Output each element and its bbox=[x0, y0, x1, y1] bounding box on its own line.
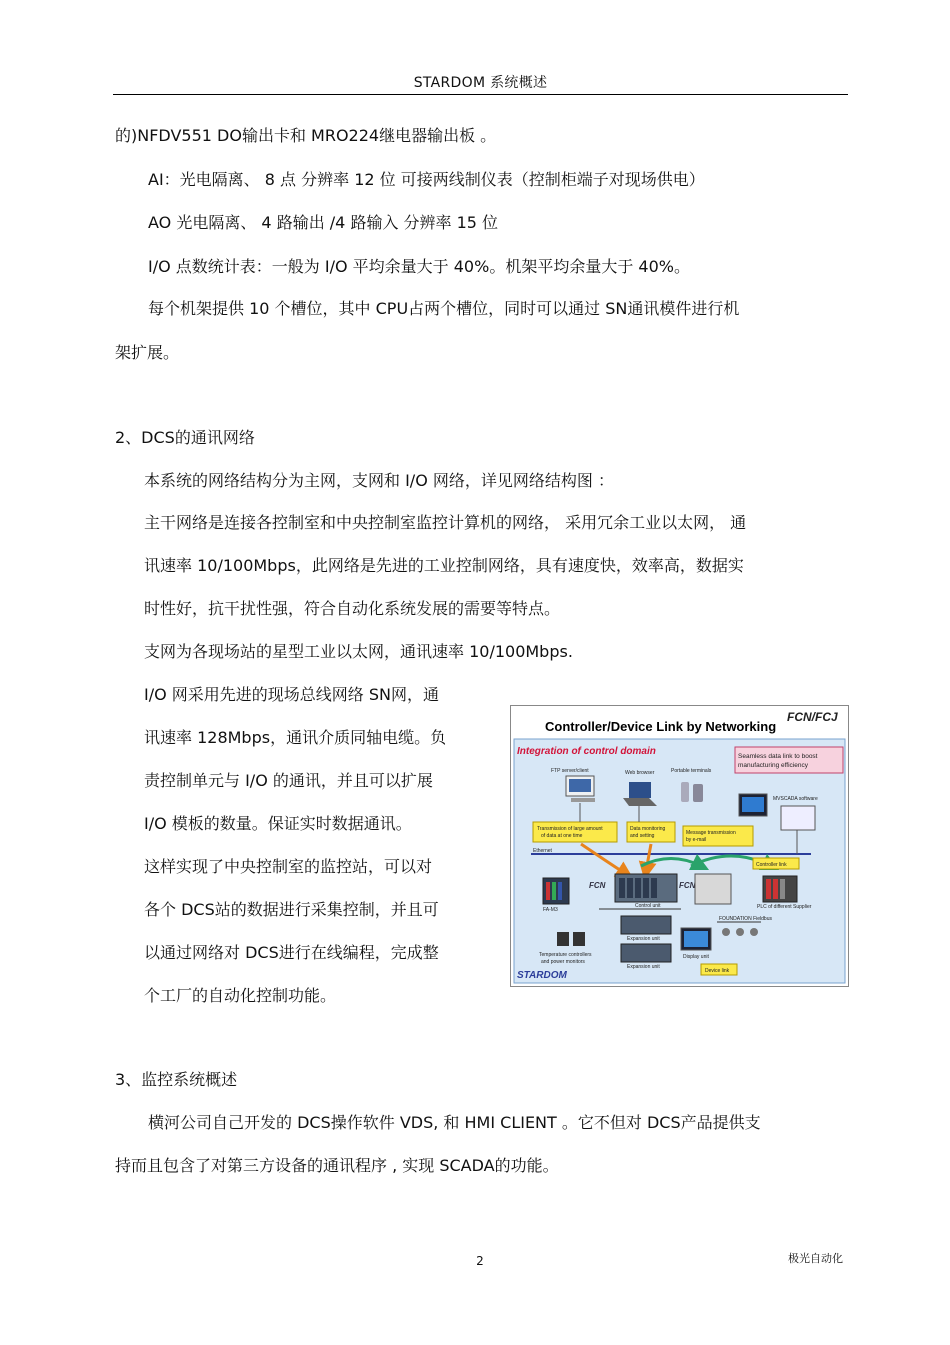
ftp-label: FTP server/client bbox=[551, 768, 589, 774]
expansion-unit-icon bbox=[621, 944, 671, 962]
callout-box bbox=[735, 747, 843, 773]
network-diagram bbox=[511, 706, 848, 986]
field-device-icon bbox=[722, 928, 730, 936]
temp-line: and power monitors bbox=[541, 959, 585, 965]
module-icon bbox=[651, 878, 657, 898]
paragraph-line: 讯速率 10/100Mbps，此网络是先进的工业控制网络，具有速度快，效率高，数据实 bbox=[144, 556, 744, 575]
module-icon bbox=[643, 878, 649, 898]
paragraph-line: AI：光电隔离、 8 点 分辨率 12 位 可接两线制仪表（控制柜端子对现场供电） bbox=[148, 170, 705, 189]
fcn-mark: FCN bbox=[679, 881, 696, 890]
paragraph-line: 时性好，抗干扰性强，符合自动化系统发展的需要等特点。 bbox=[144, 599, 561, 618]
module-icon bbox=[627, 878, 633, 898]
monitoring-line: and setting bbox=[630, 833, 655, 839]
web-label: Web browser bbox=[625, 770, 655, 776]
page-header: STARDOM 系统概述 bbox=[413, 75, 548, 91]
module-icon bbox=[766, 879, 771, 899]
monitoring-box bbox=[627, 822, 675, 842]
plc-label: PLC of different Supplier bbox=[757, 904, 812, 910]
expansion-unit-icon bbox=[621, 916, 671, 934]
paragraph-line: 每个机架提供 10 个槽位，其中 CPU占两个槽位，同时可以通过 SN通讯模件进行机 bbox=[148, 299, 740, 318]
scada-screen-icon bbox=[742, 797, 764, 812]
display-label: Display unit bbox=[683, 954, 709, 960]
scada-label: MVSCADA software bbox=[773, 796, 818, 802]
paragraph-line: I/O 网采用先进的现场总线网络 SN网，通 bbox=[144, 685, 440, 704]
fcn-logo: FCN/FCJ bbox=[787, 710, 838, 724]
module-icon bbox=[780, 879, 785, 899]
section-heading: 2、DCS的通讯网络 bbox=[115, 428, 255, 447]
network-diagram-figure bbox=[510, 705, 849, 987]
paragraph-line: AO 光电隔离、 4 路输出 /4 路输入 分辨率 15 位 bbox=[148, 213, 499, 232]
message-box bbox=[683, 826, 753, 846]
paragraph-line: 的)NFDV551 DO输出卡和 MRO224继电器输出板 。 bbox=[115, 126, 497, 145]
header-rule bbox=[113, 94, 848, 95]
keyboard-icon bbox=[571, 798, 595, 802]
section-heading: 3、监控系统概述 bbox=[115, 1070, 238, 1089]
paragraph-line: 个工厂的自动化控制功能。 bbox=[144, 986, 337, 1005]
expansion-label: Expansion unit bbox=[627, 936, 660, 942]
laptop-screen-icon bbox=[629, 782, 651, 798]
temp-controller-icon bbox=[573, 932, 585, 946]
module-icon bbox=[773, 879, 778, 899]
fcn-mark: FCN bbox=[589, 881, 606, 890]
paragraph-line: 以通过网络对 DCS进行在线编程，完成整 bbox=[144, 943, 439, 962]
paragraph-line: 架扩展。 bbox=[115, 343, 180, 362]
module-icon bbox=[558, 882, 562, 900]
figure-title: Controller/Device Link by Networking bbox=[545, 719, 777, 734]
module-icon bbox=[619, 878, 625, 898]
temp-line: Temperature controllers bbox=[539, 952, 592, 958]
field-device-icon bbox=[736, 928, 744, 936]
module-icon bbox=[552, 882, 556, 900]
transmission-line: of data at one time bbox=[541, 833, 583, 839]
field-device-icon bbox=[750, 928, 758, 936]
paragraph-line: 这样实现了中央控制室的监控站，可以对 bbox=[144, 857, 433, 876]
callout-line: manufacturing efficiency bbox=[738, 762, 808, 769]
paragraph-line: 本系统的网络结构分为主网，支网和 I/O 网络，详见网络结构图 ： bbox=[144, 471, 614, 490]
control-unit-label: Control unit bbox=[635, 903, 661, 909]
scada-computer-icon bbox=[781, 806, 815, 830]
fam3-label: FA-M3 bbox=[543, 907, 558, 913]
page-number: 2 bbox=[476, 1254, 484, 1268]
monitoring-line: Data monitoring bbox=[630, 826, 666, 832]
fcj-unit-icon bbox=[695, 874, 731, 904]
phone-icon bbox=[681, 782, 689, 802]
paragraph-line: 支网为各现场站的星型工业以太网，通讯速率 10/100Mbps. bbox=[144, 642, 573, 661]
device-link-label: Device link bbox=[705, 968, 730, 974]
message-line: Message transmission bbox=[686, 830, 736, 836]
temp-controller-icon bbox=[557, 932, 569, 946]
transmission-line: Transmission of large amount bbox=[537, 826, 603, 832]
paragraph-line: 主干网络是连接各控制室和中央控制室监控计算机的网络， 采用冗余工业以太网， 通 bbox=[144, 513, 747, 532]
portable-label: Portable terminals bbox=[671, 768, 712, 774]
expansion-label: Expansion unit bbox=[627, 964, 660, 970]
ftp-screen-icon bbox=[569, 779, 591, 792]
pda-icon bbox=[693, 784, 703, 802]
transmission-box bbox=[533, 822, 617, 842]
message-line: by e-mail bbox=[686, 837, 707, 843]
paragraph-line: 讯速率 128Mbps，通讯介质同轴电缆。负 bbox=[144, 728, 447, 747]
footer-brand: 极光自动化 bbox=[788, 1252, 843, 1265]
stardom-logo: STARDOM bbox=[517, 970, 567, 981]
ethernet-label: Ethernet bbox=[533, 848, 552, 854]
controller-link-label: Controller link bbox=[756, 862, 787, 868]
paragraph-line: I/O 模板的数量。保证实时数据通讯。 bbox=[144, 814, 412, 833]
paragraph-line: 持而且包含了对第三方设备的通讯程序 , 实现 SCADA的功能。 bbox=[115, 1156, 559, 1175]
figure-subtitle: Integration of control domain bbox=[517, 746, 656, 757]
fieldbus-label: FOUNDATION Fieldbus bbox=[719, 916, 772, 922]
paragraph-line: I/O 点数统计表：一般为 I/O 平均余量大于 40%。机架平均余量大于 40%。 bbox=[148, 257, 690, 276]
module-icon bbox=[546, 882, 550, 900]
paragraph-line: 横河公司自己开发的 DCS操作软件 VDS, 和 HMI CLIENT 。它不但对 DCS产品提供支 bbox=[148, 1113, 761, 1132]
paragraph-line: 责控制单元与 I/O 的通讯，并且可以扩展 bbox=[144, 771, 433, 790]
callout-line: Seamless data link to boost bbox=[738, 753, 818, 760]
display-screen-icon bbox=[684, 931, 708, 947]
paragraph-line: 各个 DCS站的数据进行采集控制，并且可 bbox=[144, 900, 439, 919]
module-icon bbox=[635, 878, 641, 898]
